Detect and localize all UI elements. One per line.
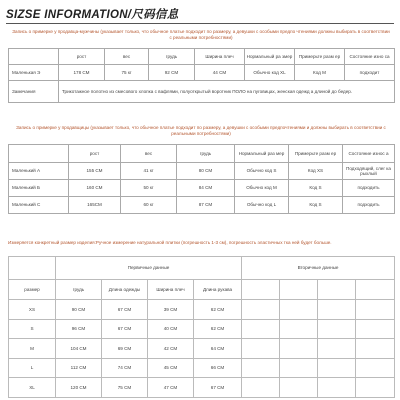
table-cell: 42 СМ bbox=[148, 339, 194, 359]
table-row bbox=[9, 339, 395, 359]
size-cell: XL bbox=[9, 378, 56, 398]
table-cell: 75 кг bbox=[105, 65, 149, 81]
size-cell: XS bbox=[9, 300, 56, 320]
table-cell bbox=[280, 300, 318, 320]
table-cell bbox=[356, 378, 395, 398]
table-cell bbox=[318, 358, 356, 378]
table-header-row bbox=[9, 49, 395, 65]
page-header bbox=[6, 6, 394, 24]
column-header bbox=[318, 280, 356, 300]
table-cell: 67 СМ bbox=[102, 300, 148, 320]
table-row bbox=[9, 65, 395, 81]
table-cell: 104 СМ bbox=[56, 339, 102, 359]
measurement-section bbox=[8, 240, 394, 398]
column-header: Состояние изно са bbox=[345, 49, 395, 65]
table-cell: 60 кг bbox=[121, 197, 177, 214]
group-header-empty bbox=[9, 257, 56, 280]
male-fitting-section bbox=[8, 29, 394, 103]
table-cell: 84 СМ bbox=[177, 180, 235, 197]
column-header: Нормальный ра змер bbox=[245, 49, 295, 65]
table-cell: Код XS bbox=[289, 163, 343, 180]
table-header-row bbox=[9, 280, 395, 300]
male-fitting-note: Запись о примерке у продавца-мужчины (указывает только, что обычное платье подходит по размеру, а девушки с особыми предпо чтениями должны выбирать в соответствии с реальными потребностями) bbox=[12, 29, 390, 41]
table-cell: 92 СМ bbox=[149, 65, 195, 81]
column-header: рост bbox=[69, 145, 121, 163]
table-cell: Код S bbox=[289, 197, 343, 214]
table-cell: 160 СМ bbox=[69, 180, 121, 197]
size-cell: S bbox=[9, 319, 56, 339]
column-header: Ширина плеч bbox=[195, 49, 245, 65]
female-fitting-note: Запись о примерке у продавщицы (указывает только, что обычное платье подходит по размеру, а девушки с особыми предпочтениями и должны выбирать в соответствии с реальными потребностями) bbox=[16, 125, 386, 137]
column-header: Нормальный раз мер bbox=[235, 145, 289, 163]
table-cell bbox=[356, 319, 395, 339]
table-cell bbox=[280, 339, 318, 359]
column-header bbox=[280, 280, 318, 300]
table-cell bbox=[318, 378, 356, 398]
table-cell: 90 СМ bbox=[56, 300, 102, 320]
table-cell: 50 кг bbox=[121, 180, 177, 197]
female-fitting-section bbox=[8, 125, 394, 214]
column-header: Состояние износ а bbox=[343, 145, 395, 163]
table-cell: Код S bbox=[289, 180, 343, 197]
remarks-row bbox=[9, 81, 395, 103]
table-cell bbox=[318, 319, 356, 339]
table-row bbox=[9, 378, 395, 398]
table-cell: 40 СМ bbox=[148, 319, 194, 339]
table-cell bbox=[318, 300, 356, 320]
size-cell: L bbox=[9, 358, 56, 378]
column-header: вес bbox=[121, 145, 177, 163]
table-cell bbox=[280, 378, 318, 398]
column-header: грудь bbox=[177, 145, 235, 163]
size-cell: M bbox=[9, 339, 56, 359]
table-cell: Обычно код М bbox=[235, 180, 289, 197]
table-cell bbox=[242, 339, 280, 359]
table-cell: 69 СМ bbox=[102, 339, 148, 359]
table-cell bbox=[280, 358, 318, 378]
header-divider bbox=[6, 23, 394, 24]
female-fitting-table bbox=[8, 144, 395, 214]
table-cell: Маленький С bbox=[9, 197, 69, 214]
table-cell: 62 СМ bbox=[194, 300, 242, 320]
column-header: размер bbox=[9, 280, 56, 300]
group-header-secondary: Вторичные данные bbox=[242, 257, 395, 280]
column-header: Примерьте разм ер bbox=[295, 49, 345, 65]
measurement-table bbox=[8, 256, 395, 398]
table-cell bbox=[356, 358, 395, 378]
table-cell: Маленький А bbox=[9, 163, 69, 180]
table-cell bbox=[356, 339, 395, 359]
table-cell: Маленький Б bbox=[9, 180, 69, 197]
table-cell: 67 СМ bbox=[194, 378, 242, 398]
table-cell bbox=[242, 319, 280, 339]
table-cell bbox=[318, 339, 356, 359]
column-header: Длина рукава bbox=[194, 280, 242, 300]
table-cell: 62 СМ bbox=[194, 319, 242, 339]
table-cell: 96 СМ bbox=[56, 319, 102, 339]
table-cell: Маленькая Э bbox=[9, 65, 59, 81]
table-row bbox=[9, 300, 395, 320]
table-cell bbox=[356, 300, 395, 320]
table-cell: 45 СМ bbox=[148, 358, 194, 378]
column-header: Длина одежды bbox=[102, 280, 148, 300]
table-cell bbox=[242, 378, 280, 398]
table-row bbox=[9, 358, 395, 378]
group-header-row bbox=[9, 257, 395, 280]
table-cell: Обычно код XL bbox=[245, 65, 295, 81]
table-cell bbox=[242, 358, 280, 378]
table-cell: 75 СМ bbox=[102, 378, 148, 398]
table-cell: 44 СМ bbox=[195, 65, 245, 81]
table-cell bbox=[280, 319, 318, 339]
table-cell: 67 СМ bbox=[102, 319, 148, 339]
group-header-primary: Первичные данные bbox=[56, 257, 242, 280]
table-header-row bbox=[9, 145, 395, 163]
table-cell: 64 СМ bbox=[194, 339, 242, 359]
column-header: вес bbox=[105, 49, 149, 65]
remarks-text: Трикотажное полотно из смесового хлопка с вафлями, полуоткрытый воротник ПОЛО на пуговицах, женская одежд а длиной до бедер. bbox=[59, 81, 395, 103]
table-cell: 80 СМ bbox=[177, 163, 235, 180]
table-cell: Обычно код S bbox=[235, 163, 289, 180]
column-header bbox=[242, 280, 280, 300]
table-cell: подходить bbox=[343, 180, 395, 197]
table-cell: 155 СМ bbox=[69, 163, 121, 180]
table-cell: подходить bbox=[343, 197, 395, 214]
table-cell: 112 СМ bbox=[56, 358, 102, 378]
column-header: грудь bbox=[149, 49, 195, 65]
table-row bbox=[9, 319, 395, 339]
measurement-note: Измеряется конкретный размер изделия:Ручное измерение натуральной плитки (погрешность 1-3 см), погрешность эластичных тка ней будет больше. bbox=[8, 240, 332, 245]
table-cell: 74 СМ bbox=[102, 358, 148, 378]
table-row bbox=[9, 180, 395, 197]
column-header: грудь bbox=[56, 280, 102, 300]
column-header bbox=[356, 280, 395, 300]
table-cell: 41 кг bbox=[121, 163, 177, 180]
column-header: рост bbox=[59, 49, 105, 65]
table-cell: 47 СМ bbox=[148, 378, 194, 398]
page-title: SIZSE INFORMATION/尺码信息 bbox=[6, 9, 179, 21]
table-row bbox=[9, 163, 395, 180]
table-row bbox=[9, 197, 395, 214]
table-cell: Подходящий, слег ка рыхлый bbox=[343, 163, 395, 180]
table-cell: 120 СМ bbox=[56, 378, 102, 398]
column-header bbox=[9, 49, 59, 65]
table-cell: Обычно код L bbox=[235, 197, 289, 214]
remarks-label: Замечания bbox=[9, 81, 59, 103]
table-cell: Код М bbox=[295, 65, 345, 81]
table-cell: 165СМ bbox=[69, 197, 121, 214]
male-fitting-table bbox=[8, 48, 395, 103]
table-cell: 87 СМ bbox=[177, 197, 235, 214]
column-header: Примерьте разм ер bbox=[289, 145, 343, 163]
column-header: Ширина плеч bbox=[148, 280, 194, 300]
column-header bbox=[9, 145, 69, 163]
table-cell: подходит bbox=[345, 65, 395, 81]
table-cell: 66 СМ bbox=[194, 358, 242, 378]
table-cell: 178 СМ bbox=[59, 65, 105, 81]
table-cell: 39 СМ bbox=[148, 300, 194, 320]
table-cell bbox=[242, 300, 280, 320]
